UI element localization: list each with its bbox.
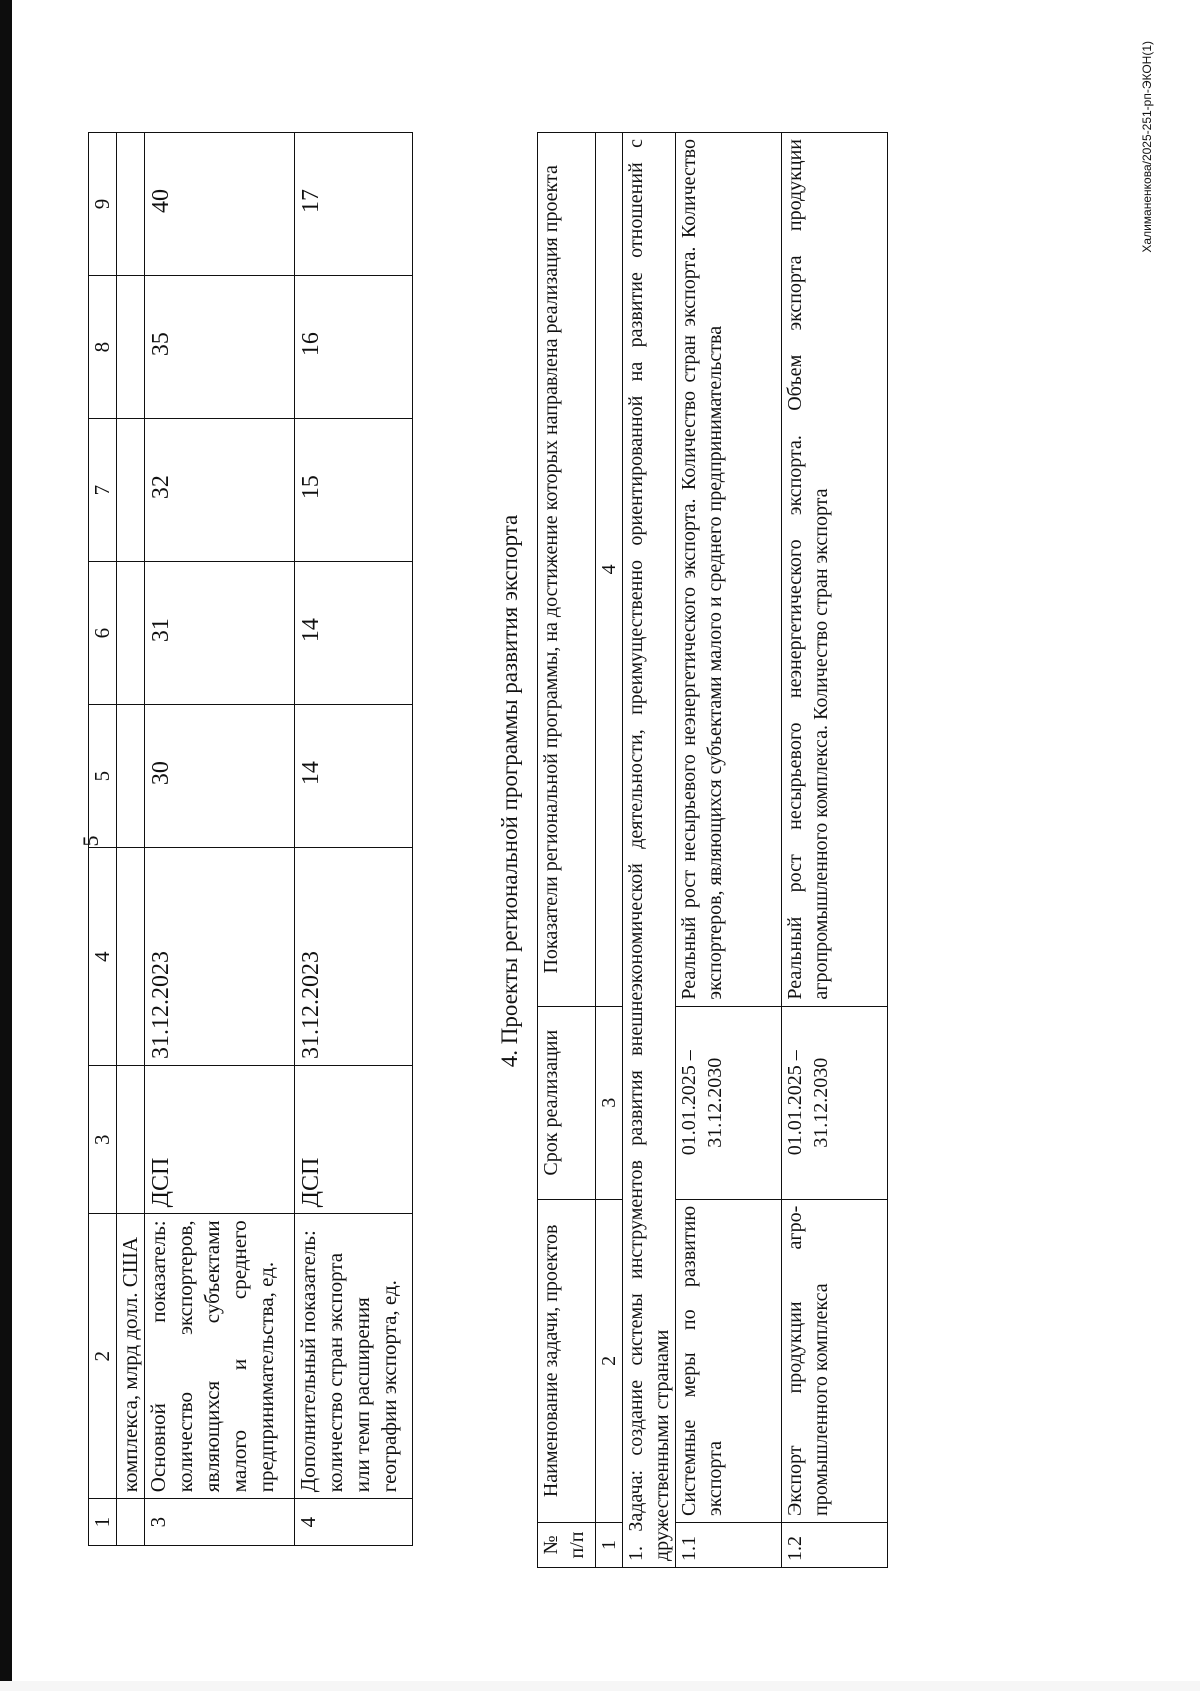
task-row (623, 133, 676, 1568)
header-cell: Наименование задачи, проектов (538, 1199, 596, 1522)
project-period: 01.01.2025 – 31.12.2030 (782, 1006, 888, 1199)
task-text: 1. Задача: создание системы инструментов развития внешнеэкономической деятельности, преимущественно ориентированной на развитие отношений с дружественными странами (623, 133, 676, 1568)
table-row (145, 133, 295, 1546)
value-cell: 31 (145, 562, 295, 705)
header-number: 1 (596, 1522, 623, 1567)
table-row (782, 133, 888, 1568)
header-number: 3 (596, 1006, 623, 1199)
document-code: Халиманенкова/2025-251-рп-ЭКОН(1) (1140, 41, 1154, 253)
table-row (676, 133, 782, 1568)
row-number: 3 (145, 1499, 295, 1546)
table-row (295, 133, 413, 1546)
header-cell: 6 (89, 562, 117, 705)
header-cell: 8 (89, 276, 117, 419)
section-title: 4. Проекты региональной программы развития экспорта (497, 514, 522, 1068)
indicator-name: Основной показатель: количество экспортеров, являющихся субъектами малого и среднего предпринимательства, ед. (145, 1214, 295, 1499)
source-cell: ДСП (145, 1066, 295, 1214)
header-cell: 9 (89, 133, 117, 276)
date-cell: 31.12.2023 (295, 848, 413, 1066)
date-cell: 31.12.2023 (145, 848, 295, 1066)
project-period: 01.01.2025 – 31.12.2030 (676, 1006, 782, 1199)
header-number: 4 (596, 133, 623, 1007)
table-row (117, 133, 145, 1546)
project-indicators: Реальный рост несырьевого неэнергетического экспорта. Объем экспорта продукции агропромышленного комплекса. Количество стран экспорта (782, 133, 888, 1007)
project-indicators: Реальный рост несырьевого неэнергетического экспорта. Количество стран экспорта. Количество экспортеров, являющихся субъектами малого и среднего предпринимательства (676, 133, 782, 1007)
page-number: 5 (78, 835, 103, 847)
table-header-row (538, 133, 596, 1568)
header-number: 2 (596, 1199, 623, 1522)
header-cell: 5 (89, 705, 117, 848)
value-cell: 15 (295, 419, 413, 562)
header-cell: 4 (89, 848, 117, 1066)
header-cell: 7 (89, 419, 117, 562)
header-cell: № п/п (538, 1522, 596, 1567)
header-cell: 2 (89, 1214, 117, 1499)
indicators-table (88, 132, 413, 1546)
value-cell: 17 (295, 133, 413, 276)
table-number-row (596, 133, 623, 1568)
project-name: Системные меры по развитию экспорта (676, 1199, 782, 1522)
value-cell: 35 (145, 276, 295, 419)
header-cell: Срок реализации (538, 1006, 596, 1199)
value-cell: 14 (295, 705, 413, 848)
continuation-cell: комплекса, млрд долл. США (117, 1214, 145, 1499)
value-cell: 32 (145, 419, 295, 562)
row-number: 1.2 (782, 1522, 888, 1567)
row-number: 4 (295, 1499, 413, 1546)
value-cell: 14 (295, 562, 413, 705)
header-cell: 3 (89, 1066, 117, 1214)
value-cell: 30 (145, 705, 295, 848)
value-cell: 40 (145, 133, 295, 276)
indicator-name: Дополнительный показатель: количество стран экспорта или темп расширения географии экспорта, ед. (295, 1214, 413, 1499)
table-header-row (89, 133, 117, 1546)
project-name: Экспорт продукции агро-промышленного комплекса (782, 1199, 888, 1522)
source-cell: ДСП (295, 1066, 413, 1214)
value-cell: 16 (295, 276, 413, 419)
projects-table (537, 132, 888, 1568)
row-number: 1.1 (676, 1522, 782, 1567)
header-cell: Показатели региональной программы, на достижение которых направлена реализация проекта (538, 133, 596, 1007)
header-cell: 1 (89, 1499, 117, 1546)
scan-bottom-edge (0, 1681, 1200, 1691)
